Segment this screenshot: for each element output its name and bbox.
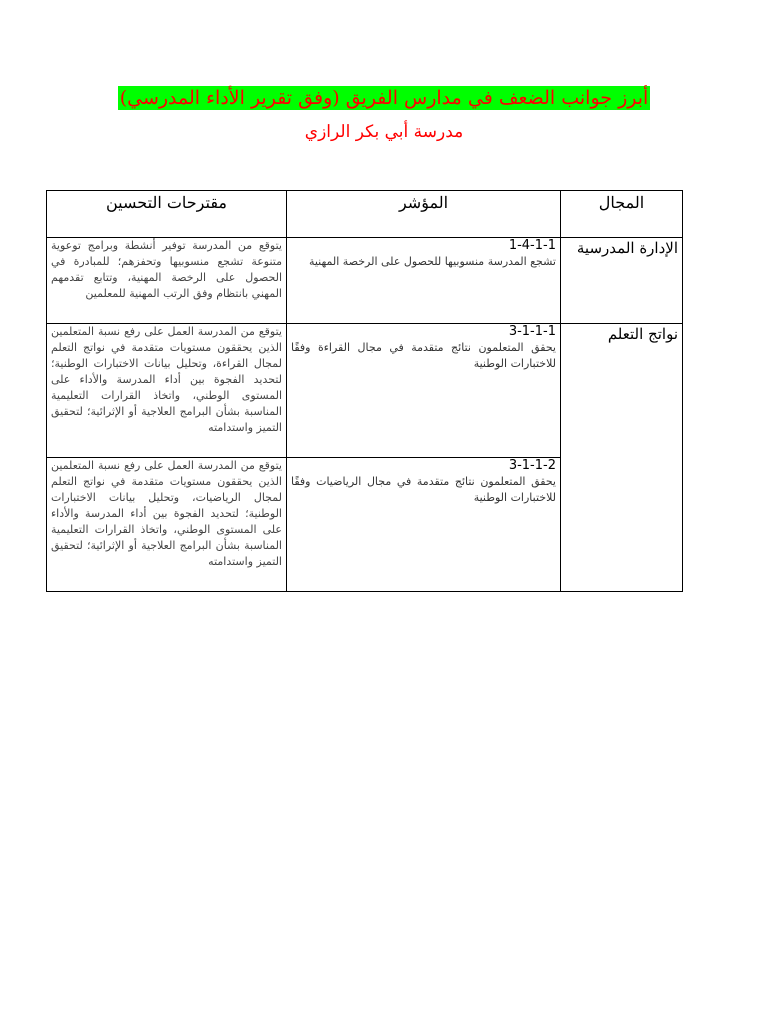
suggestion-text: يتوقع من المدرسة العمل على رفع نسبة المتعلمين الذين يحققون مستويات متقدمة في نواتج التعلم لمجال الرياضيات، وتحليل بيانات الاختبارات الوطنية؛ لتحديد الفجوة بين أداء المدرسة والأداء على المستوى الوطني، واتخاذ القرارات التعليمية المناسبة بشأن البرامج العلاجية أو الإثرائية؛ لتحقيق التميز واستدامته [51, 459, 282, 568]
indicator-text: يحقق المتعلمون نتائج متقدمة في مجال القراءة وفقًا للاختبارات الوطنية [291, 341, 556, 370]
indicator-code: 3-1-1-2 [508, 458, 556, 473]
indicator-text: تشجع المدرسة منسوبيها للحصول على الرخصة المهنية [308, 255, 556, 268]
table-row [47, 238, 683, 324]
header-suggestions: مقترحات التحسين [47, 191, 287, 238]
indicator-code: 1-4-1-1 [508, 238, 556, 253]
suggestion-cell [47, 458, 287, 592]
indicator-text: يحقق المتعلمون نتائج متقدمة في مجال الرياضيات وفقًا للاختبارات الوطنية [291, 475, 556, 504]
table-row [47, 324, 683, 458]
suggestion-text: يتوقع من المدرسة العمل على رفع نسبة المتعلمين الذين يحققون مستويات متقدمة في نواتج التعلم لمجال القراءة، وتحليل بيانات الاختبارات الوطنية؛ لتحديد الفجوة بين أداء المدرسة والأداء على المستوى الوطني، واتخاذ القرارات التعليمية المناسبة بشأن البرامج العلاجية أو الإثرائية؛ لتحقيق التميز واستدامته [51, 325, 282, 434]
suggestion-cell [47, 238, 287, 324]
weakness-table [46, 190, 683, 592]
table-header-row [47, 191, 683, 238]
page-title: أبرز جوانب الضعف في مدارس الفريق (وفق تقرير الأداء المدرسي) [119, 87, 649, 109]
suggestion-cell [47, 324, 287, 458]
indicator-cell [287, 324, 561, 458]
header-indicator: المؤشر [287, 191, 561, 238]
indicator-cell [287, 238, 561, 324]
header-domain: المجال [561, 191, 683, 238]
domain-cell: الإدارة المدرسية [561, 238, 683, 324]
indicator-cell [287, 458, 561, 592]
suggestion-text: يتوقع من المدرسة توفير أنشطة وبرامج توعوية متنوعة تشجع منسوبيها وتحفزهم؛ للمبادرة في الحصول على الرخصة المهنية، وتتابع تقدمهم المهني بانتظام وفق الرتب المهنية للمعلمين [51, 239, 282, 300]
school-name: مدرسة أبي بكر الرازي [304, 122, 464, 142]
title-wrap [0, 86, 768, 110]
domain-cell: نواتج التعلم [561, 324, 683, 592]
indicator-code: 3-1-1-1 [508, 324, 556, 339]
